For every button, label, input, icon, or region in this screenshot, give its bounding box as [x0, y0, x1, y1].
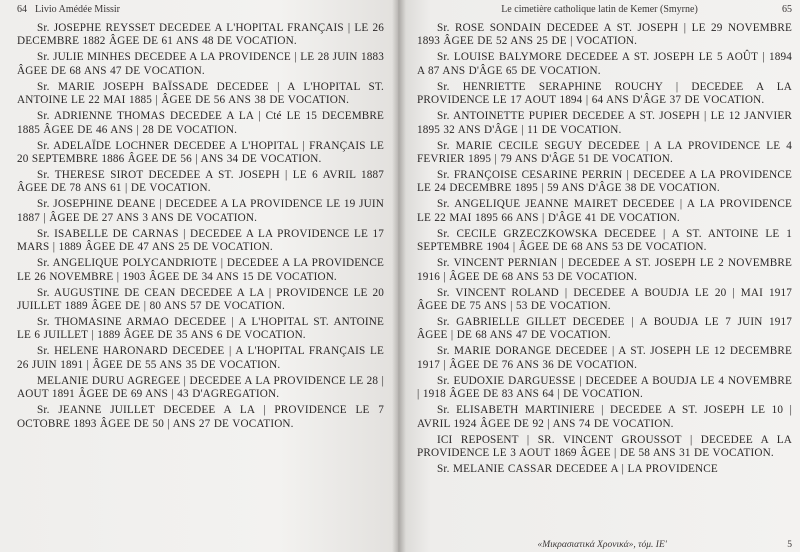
burial-entry: Sr. MARIE DORANGE DECEDEE | A ST. JOSEPH LE 12 DECEMBRE 1917 | ÂGEE DE 76 ANS 36 DE VOCATION. [417, 345, 792, 371]
burial-entry: Sr. ISABELLE DE CARNAS | DECEDEE A LA PROVIDENCE LE 17 MARS | 1889 ÂGEE DE 47 ANS 25 DE VOCATION. [17, 227, 384, 254]
burial-entry: Sr. ANGELIQUE JEANNE MAIRET DECEDEE | A LA PROVIDENCE LE 22 MAI 1895 66 ANS | D'ÂGE 41 DE VOCATION. [417, 198, 792, 224]
left-page [0, 0, 398, 552]
right-entries [417, 22, 792, 477]
burial-entry: Sr. THOMASINE ARMAO DECEDEE | A L'HOPITAL ST. ANTOINE LE 6 JUILLET | 1889 ÂGEE DE 35 ANS 6 DE VOCATION. [17, 316, 384, 342]
burial-entry: Sr. MELANIE CASSAR DECEDEE A | LA PROVIDENCE [437, 463, 718, 476]
journal-title: «Μικρασιατικά Χρονικά», τόμ. ΙΕ' [537, 540, 667, 550]
burial-entry: Sr. ROSE SONDAIN DECEDEE A ST. JOSEPH | LE 29 NOVEMBRE 1893 ÂGEE DE 52 ANS 25 DE | VOCATION. [417, 22, 792, 48]
burial-entry: Sr. VINCENT PERNIAN | DECEDEE A ST. JOSEPH LE 2 NOVEMBRE 1916 | ÂGEE DE 68 ANS 53 DE VOCATION. [417, 257, 792, 283]
burial-entry: Sr. ADELAÏDE LOCHNER DECEDEE A L'HOPITAL | FRANÇAIS LE 20 SEPTEMBRE 1886 ÂGEE DE 56 | ANS 34 DE VOCATION. [17, 139, 384, 166]
burial-entry: Sr. THERESE SIROT DECEDEE A ST. JOSEPH | LE 6 AVRIL 1887 ÂGEE DE 78 ANS 61 | DE VOCATION. [17, 169, 384, 195]
burial-entry: Sr. FRANÇOISE CESARINE PERRIN | DECEDEE A LA PROVIDENCE LE 24 DECEMBRE 1895 | 59 ANS D'ÂGE 38 DE VOCATION. [417, 169, 792, 195]
burial-entry: Sr. AUGUSTINE DE CEAN DECEDEE A LA | PROVIDENCE LE 20 JUILLET 1889 ÂGEE DE | 80 ANS 57 DE VOCATION. [17, 286, 384, 313]
burial-entry: Sr. CECILE GRZECZKOWSKA DECEDEE | A ST. ANTOINE LE 1 SEPTEMBRE 1904 | ÂGEE DE 68 ANS 53 DE VOCATION. [417, 227, 792, 254]
burial-entry: Sr. LOUISE BALYMORE DECEDEE A ST. JOSEPH LE 5 AOÛT | 1894 A 87 ANS D'ÂGE 65 DE VOCATION. [417, 51, 792, 77]
burial-entry: Sr. ANGELIQUE POLYCANDRIOTE | DECEDEE A LA PROVIDENCE LE 26 NOVEMBRE | 1903 ÂGEE DE 34 ANS 15 DE VOCATION. [17, 257, 384, 283]
burial-entry: Sr. JULIE MINHES DECEDEE A LA PROVIDENCE | LE 28 JUIN 1883 ÂGEE DE 68 ANS 47 DE VOCATION. [17, 51, 384, 77]
burial-entry: Sr. EUDOXIE DARGUESSE | DECEDEE A BOUDJA LE 4 NOVEMBRE | 1918 ÂGEE DE 83 ANS 64 | DE VOCATION. [417, 374, 792, 401]
burial-entry: MELANIE DURU AGREGEE | DECEDEE A LA PROVIDENCE LE 28 | AOUT 1891 ÂGEE DE 69 ANS | 43 D'AGREGATION. [17, 374, 384, 401]
right-running-head: Le cimetière catholique latin de Kemer (Smyrne) [501, 4, 698, 15]
right-page [398, 0, 800, 552]
burial-entry: Sr. JOSEPHE REYSSET DECEDEE A L'HOPITAL FRANÇAIS | LE 26 DECEMBRE 1882 ÂGEE DE 61 ANS 48 DE VOCATION. [17, 22, 384, 48]
burial-entry: Sr. GABRIELLE GILLET DECEDEE | A BOUDJA LE 7 JUIN 1917 ÂGEE | DE 68 ANS 47 DE VOCATION. [417, 316, 792, 342]
signature-number: 5 [787, 540, 792, 550]
burial-entry: Sr. HENRIETTE SERAPHINE ROUCHY | DECEDEE A LA PROVIDENCE LE 17 AOUT 1894 | 64 ANS D'ÂGE 37 DE VOCATION. [417, 80, 792, 107]
left-entries [17, 22, 384, 431]
burial-entry: Sr. JOSEPHINE DEANE | DECEDEE A LA PROVIDENCE LE 19 JUIN 1887 | ÂGEE DE 27 ANS 3 ANS DE VOCATION. [17, 198, 384, 224]
right-page-number: 65 [782, 4, 792, 15]
burial-entry: Sr. ANTOINETTE PUPIER DECEDEE A ST. JOSEPH | LE 12 JANVIER 1895 32 ANS D'ÂGE | 11 DE VOCATION. [417, 110, 792, 136]
left-page-header [17, 2, 384, 18]
right-page-header [417, 2, 792, 18]
burial-entry: Sr. VINCENT ROLAND | DECEDEE A BOUDJA LE 20 | MAI 1917 ÂGEE DE 75 ANS | 53 DE VOCATION. [417, 286, 792, 313]
burial-entry: ICI REPOSENT | SR. VINCENT GROUSSOT | DECEDEE A LA PROVIDENCE LE 3 AOUT 1869 ÂGEE | DE 58 ANS 31 DE VOCATION. [417, 433, 792, 460]
right-page-footer [417, 540, 792, 550]
left-page-number: 64 [17, 4, 27, 15]
left-running-head: Livio Amédée Missir [35, 4, 120, 15]
burial-entry: Sr. ADRIENNE THOMAS DECEDEE A LA | Cté LE 15 DECEMBRE 1885 ÂGEE DE 46 ANS | 28 DE VOCATION. [17, 110, 384, 136]
burial-entry: Sr. MARIE CECILE SEGUY DECEDEE | A LA PROVIDENCE LE 4 FEVRIER 1895 | 79 ANS D'ÂGE 51 DE VOCATION. [417, 139, 792, 166]
burial-entry: Sr. ELISABETH MARTINIERE | DECEDEE A ST. JOSEPH LE 10 | AVRIL 1924 ÂGEE DE 92 | ANS 74 DE VOCATION. [417, 404, 792, 430]
burial-entry: Sr. JEANNE JUILLET DECEDEE A LA | PROVIDENCE LE 7 OCTOBRE 1893 ÂGEE DE 50 | ANS 27 DE VOCATION. [17, 404, 384, 430]
burial-entry: Sr. MARIE JOSEPH BAÏSSADE DECEDEE | A L'HOPITAL ST. ANTOINE LE 22 MAI 1885 | ÂGEE DE 56 ANS 38 DE VOCATION. [17, 80, 384, 107]
burial-entry: Sr. HELENE HARONARD DECEDEE | A L'HOPITAL FRANÇAIS LE 26 JUIN 1891 | ÂGEE DE 55 ANS 35 DE VOCATION. [17, 345, 384, 371]
